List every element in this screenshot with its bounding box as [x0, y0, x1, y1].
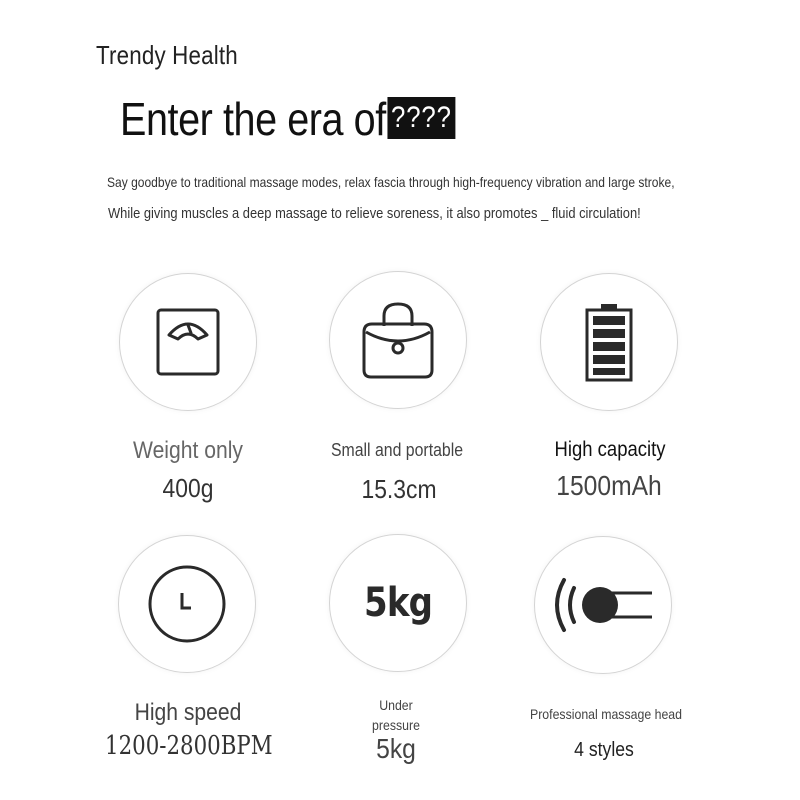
feature-label-capacity: High capacity	[554, 438, 666, 461]
feature-value-pressure: 5kg	[376, 733, 416, 764]
massage-head-icon	[548, 570, 658, 640]
handbag-icon	[356, 298, 440, 382]
clock-icon	[146, 563, 228, 645]
feature-label-portable: Small and portable	[330, 440, 464, 460]
feature-value-portable: 15.3cm	[361, 474, 437, 504]
headline	[120, 92, 455, 146]
feature-circle-portable	[329, 271, 467, 409]
feature-circle-speed	[118, 535, 256, 673]
feature-label-pressure-line1: Under	[379, 697, 413, 713]
headline-text: Enter the era of	[120, 93, 386, 145]
feature-circle-massage-head	[534, 536, 672, 674]
feature-value-capacity: 1500mAh	[556, 470, 662, 501]
feature-label-pressure-line2: pressure	[372, 717, 420, 733]
feature-label-speed: High speed	[134, 699, 242, 726]
description-line-2: While giving muscles a deep massage to relieve soreness, it also promotes _ fluid circulation!	[108, 205, 641, 222]
feature-label-massage-head: Professional massage head	[529, 706, 683, 722]
feature-value-weight: 400g	[162, 473, 214, 503]
feature-circle-weight	[119, 273, 257, 411]
scale-icon	[153, 305, 223, 379]
feature-label-weight: Weight only	[133, 437, 243, 464]
feature-circle-pressure	[329, 534, 467, 672]
headline-boxed-text: ????	[388, 97, 456, 139]
weight-text-icon: 5kg	[363, 580, 433, 626]
battery-icon	[583, 302, 635, 382]
feature-value-speed: 1200-2800BPM	[105, 731, 273, 761]
description-line-1: Say goodbye to traditional massage modes, relax fascia through high-frequency vibration and large stroke,	[107, 174, 675, 190]
brand-title: Trendy Health	[96, 40, 238, 70]
feature-circle-capacity	[540, 273, 678, 411]
feature-value-massage-head: 4 styles	[574, 739, 634, 761]
